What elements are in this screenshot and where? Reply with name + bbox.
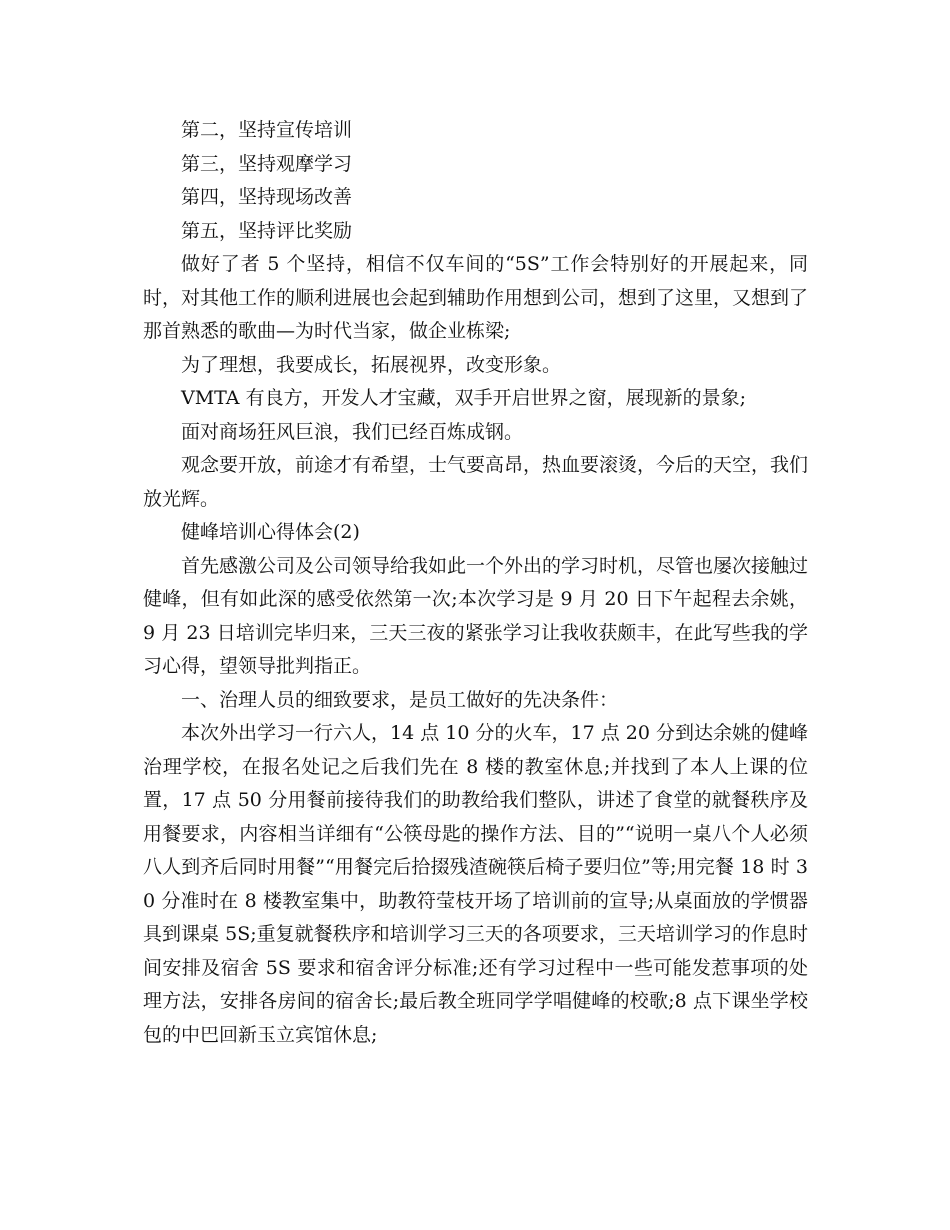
document-body xyxy=(143,114,808,1052)
list-item-2: 第二，坚持宣传培训 xyxy=(181,119,353,141)
lyric-line: 面对商场狂风巨浪，我们已经百炼成钢。 xyxy=(181,420,524,443)
section-heading: 一、治理人员的细致要求，是员工做好的先决条件： xyxy=(181,688,619,711)
list-item-5: 第五，坚持评比奖励 xyxy=(181,219,353,242)
lyric-line: 观念要开放，前途才有希望，士气要高昂，热血要滚烫，今后的天空，我们放光辉。 xyxy=(143,454,809,510)
list-item-3: 第三，坚持观摩学习 xyxy=(181,152,353,175)
lyric-line: VMTA 有良方，开发人才宝藏，双手开启世界之窗，展现新的景象; xyxy=(181,387,746,409)
paragraph-body: 本次外出学习一行六人，14 点 10 分的火车，17 点 20 分到达余姚的健峰治理学校，在报名处记之后我们先在 8 楼的教室休息;并找到了本人上课的位置，17 点 50 分用餐前接待我们的助教给我们整队，讲述了食堂的就餐秩序及用餐要求，内容相当详细有“公筷母匙的操作方法、目的”“说明一桌八个人必须八人到齐后同时用餐”“用餐完后拾掇残渣碗筷后椅子要归位”等;用完餐 18 时 30 分准时在 8 楼教室集中，助教符莹枝开场了培训前的宣导;从桌面放的学惯器具到课桌 5S;重复就餐秩序和培训学习三天的各项要求，三天培训学习的作息时间安排及宿舍 5S 要求和宿舍评分标准;还有学习过程中一些可能发惹事项的处理方法，安排各房间的宿舍长;最后教全班同学学唱健峰的校歌;8 点下课坐学校包的中巴回新玉立宾馆休息; xyxy=(143,722,808,1046)
paragraph-intro: 首先感激公司及公司领导给我如此一个外出的学习时机，尽管也屡次接触过健峰，但有如此深的感受依然第一次;本次学习是 9 月 20 日下午起程去余姚，9 月 23 日培训完毕归来，三天三夜的紧张学习让我收获颇丰，在此写些我的学习心得，望领导批判指正。 xyxy=(143,554,809,677)
list-item-4: 第四，坚持现场改善 xyxy=(181,186,353,208)
section-title: 健峰培训心得体会(2) xyxy=(181,521,360,543)
paragraph-summary: 做好了者 5 个坚持，相信不仅车间的“5S”工作会特别好的开展起来，同时，对其他工作的顺利进展也会起到辅助作用想到公司，想到了这里，又想到了那首熟悉的歌曲—为时代当家，做企业栋梁; xyxy=(143,253,809,342)
lyric-line: 为了理想，我要成长，拓展视界，改变形象。 xyxy=(181,353,562,376)
